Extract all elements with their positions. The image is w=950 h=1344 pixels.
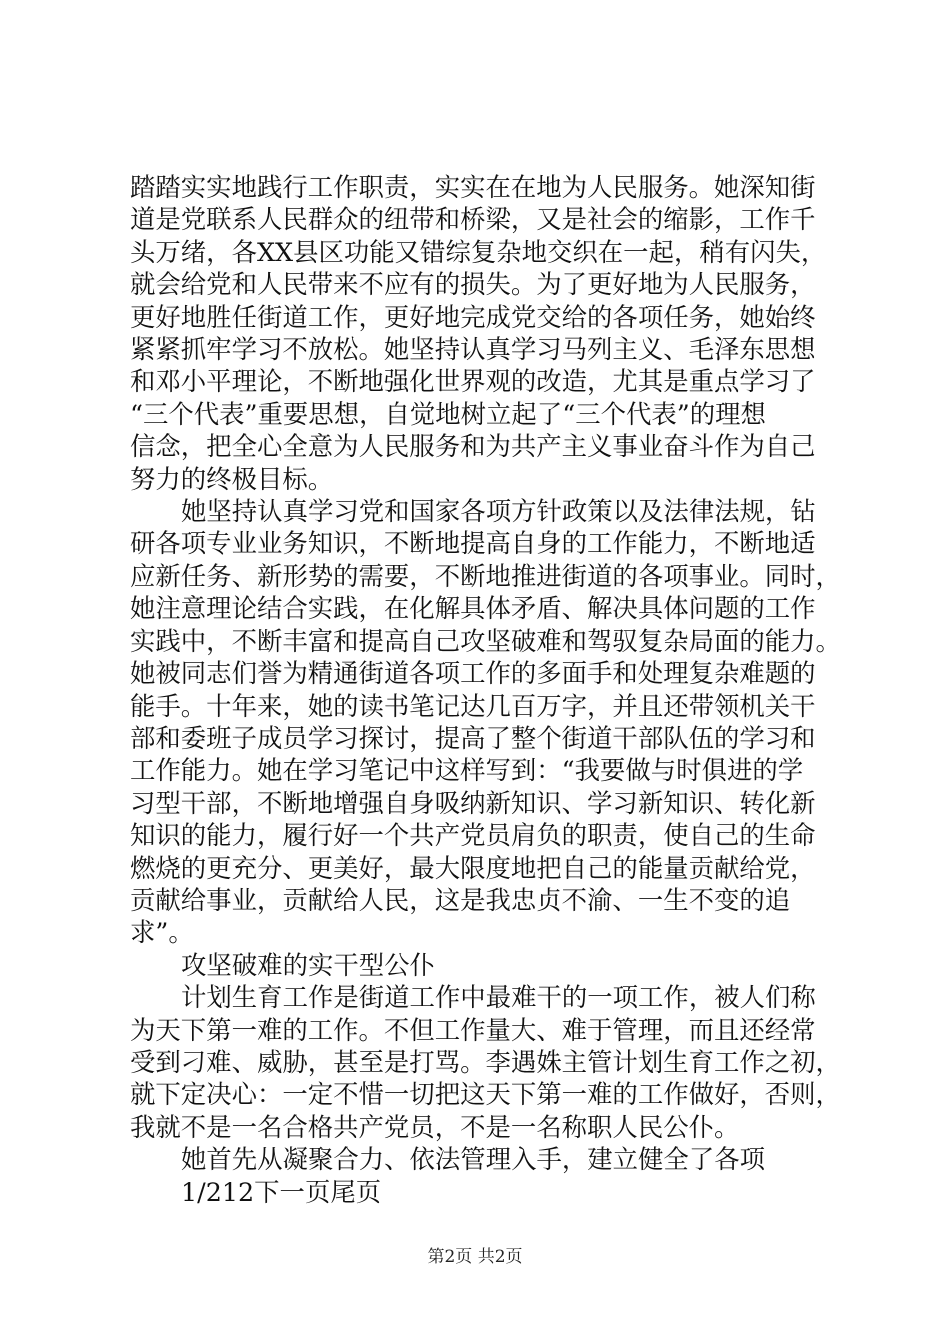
- paragraph-line: 求”。: [130, 917, 194, 948]
- paragraph-line: 工作能力。她在学习笔记中这样写到：“我要做与时俱进的学: [130, 755, 804, 786]
- paragraph-line: 和邓小平理论，不断地强化世界观的改造，尤其是重点学习了: [130, 366, 816, 397]
- paragraph-line: 紧紧抓牢学习不放松。她坚持认真学习马列主义、毛泽东思想: [130, 334, 816, 365]
- paragraph-line: 头万绪，各XX县区功能又错综复杂地交织在一起，稍有闪失，: [130, 236, 827, 267]
- paragraph-line: 燃烧的更充分、更美好，最大限度地把自己的能量贡献给党，: [130, 852, 816, 883]
- paragraph-line: 研各项专业业务知识，不断地提高自身的工作能力，不断地适: [130, 528, 816, 559]
- paragraph-line: 更好地胜任街道工作，更好地完成党交给的各项任务，她始终: [130, 301, 816, 332]
- paragraph-line: 贡献给事业，贡献给人民，这是我忠贞不渝、一生不变的追: [130, 884, 791, 915]
- paragraph-line: 攻坚破难的实干型公仆: [181, 949, 435, 980]
- paragraph-line: 计划生育工作是街道工作中最难干的一项工作，被人们称: [181, 982, 816, 1013]
- paragraph-line: 就会给党和人民带来不应有的损失。为了更好地为人民服务，: [130, 269, 816, 300]
- paragraph-line: 为天下第一难的工作。不但工作量大、难于管理，而且还经常: [130, 1014, 816, 1045]
- paragraph-line: 能手。十年来，她的读书笔记达几百万字，并且还带领机关干: [130, 690, 816, 721]
- paragraph-line: 受到刁难、威胁，甚至是打骂。李遇姝主管计划生育工作之初，: [130, 1046, 841, 1077]
- paragraph-line: 她被同志们誉为精通街道各项工作的多面手和处理复杂难题的: [130, 658, 816, 689]
- paragraph-line: “三个代表”重要思想，自觉地树立起了“三个代表”的理想: [130, 398, 766, 429]
- paragraph-line: 实践中，不断丰富和提高自己攻坚破难和驾驭复杂局面的能力。: [130, 625, 841, 656]
- paragraph-line: 部和委班子成员学习探讨，提高了整个街道干部队伍的学习和: [130, 722, 816, 753]
- page-footer: 第2页 共2页: [427, 1247, 523, 1267]
- paragraph-line: 信念，把全心全意为人民服务和为共产主义事业奋斗作为自己: [130, 431, 816, 462]
- paragraph-line: 习型干部，不断地增强自身吸纳新知识、学习新知识、转化新: [130, 787, 816, 818]
- paragraph-line: 道是党联系人民群众的纽带和桥梁，又是社会的缩影，工作千: [130, 204, 816, 235]
- paragraph-line: 我就不是一名合格共产党员，不是一名称职人民公仆。: [130, 1111, 740, 1142]
- paragraph-line: 努力的终极目标。: [130, 463, 334, 494]
- paragraph-line: 她首先从凝聚合力、依法管理入手，建立健全了各项: [181, 1144, 765, 1175]
- paragraph-line: 应新任务、新形势的需要，不断地推进街道的各项事业。同时，: [130, 560, 841, 591]
- paragraph-line: 她注意理论结合实践，在化解具体矛盾、解决具体问题的工作: [130, 593, 816, 624]
- paragraph-line: 她坚持认真学习党和国家各项方针政策以及法律法规，钻: [181, 496, 816, 527]
- document-body: [130, 171, 850, 1208]
- paragraph-line: 踏踏实实地践行工作职责，实实在在地为人民服务。她深知街: [130, 172, 816, 202]
- paragraph-line: 就下定决心：一定不惜一切把这天下第一难的工作做好，否则，: [130, 1079, 841, 1110]
- paragraph-line: 知识的能力，履行好一个共产党员肩负的职责，使自己的生命: [130, 820, 816, 851]
- paragraph-line: 1/212下一页尾页: [181, 1176, 382, 1207]
